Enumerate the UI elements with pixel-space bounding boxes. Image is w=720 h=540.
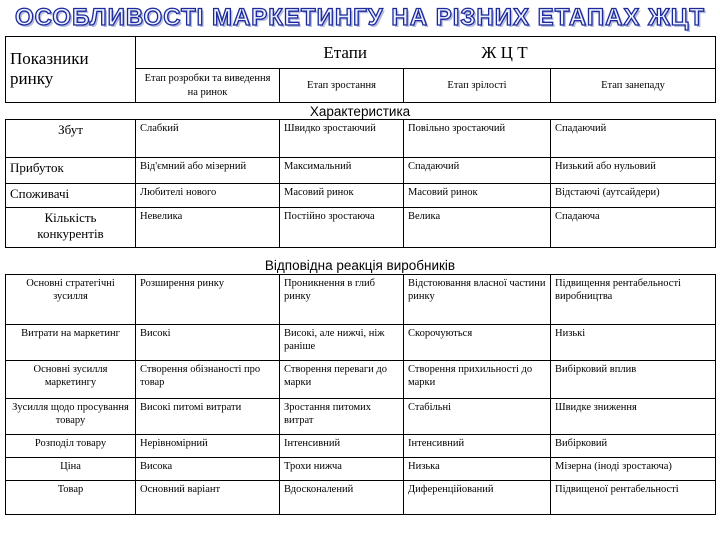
table-cell: Від'ємний або мізерний bbox=[136, 158, 280, 184]
table-row bbox=[6, 458, 716, 481]
table-cell: Підвищеної рентабельності bbox=[551, 481, 716, 515]
table-cell: Масовий ринок bbox=[280, 184, 404, 208]
table-cell: Високі bbox=[136, 325, 280, 361]
table-cell: Масовий ринок bbox=[404, 184, 551, 208]
stages-label: Етапи bbox=[323, 42, 367, 62]
table-row bbox=[6, 325, 716, 361]
table-row bbox=[6, 208, 716, 248]
table-cell: Спадаюча bbox=[551, 208, 716, 248]
table-cell: Відстоювання власної частини ринку bbox=[404, 275, 551, 325]
table-cell: Невелика bbox=[136, 208, 280, 248]
table-cell: Вдосконалений bbox=[280, 481, 404, 515]
table-cell: Низька bbox=[404, 458, 551, 481]
row-label: Витрати на маркетинг bbox=[6, 325, 136, 361]
table-cell: Підвищення рентабельності виробництва bbox=[551, 275, 716, 325]
header-table bbox=[5, 36, 716, 103]
row-label: Прибуток bbox=[6, 158, 136, 184]
table-cell: Високі, але нижчі, ніж раніше bbox=[280, 325, 404, 361]
row-label: Основні стратегічні зусилля bbox=[6, 275, 136, 325]
row-label: Споживачі bbox=[6, 184, 136, 208]
table-cell: Нерівномірний bbox=[136, 435, 280, 458]
table-row bbox=[6, 435, 716, 458]
table-row bbox=[6, 184, 716, 208]
table-cell: Мізерна (іноді зростаюча) bbox=[551, 458, 716, 481]
table-cell: Максимальний bbox=[280, 158, 404, 184]
row-label: Ціна bbox=[6, 458, 136, 481]
table-cell: Створення обізнаності про товар bbox=[136, 361, 280, 399]
row-label: Зусилля щодо просування товару bbox=[6, 399, 136, 435]
table-row bbox=[6, 158, 716, 184]
table-row bbox=[6, 275, 716, 325]
table-cell: Вибірковий вплив bbox=[551, 361, 716, 399]
table-cell: Розширення ринку bbox=[136, 275, 280, 325]
table-cell: Диференційований bbox=[404, 481, 551, 515]
table-cell: Спадаючий bbox=[404, 158, 551, 184]
table-cell: Основний варіант bbox=[136, 481, 280, 515]
stage-decline: Етап занепаду bbox=[551, 69, 716, 103]
table-cell: Відстаючі (аутсайдери) bbox=[551, 184, 716, 208]
table-cell: Стабільні bbox=[404, 399, 551, 435]
table-cell: Постійно зростаюча bbox=[280, 208, 404, 248]
table-cell: Створення прихильності до марки bbox=[404, 361, 551, 399]
zhct-label: Ж Ц Т bbox=[481, 42, 528, 62]
section-characteristics: Характеристика bbox=[309, 104, 411, 119]
table-cell: Проникнення в глиб ринку bbox=[280, 275, 404, 325]
table-cell: Створення переваги до марки bbox=[280, 361, 404, 399]
table-cell: Повільно зростаючий bbox=[404, 120, 551, 158]
indicators-header: Показники ринку bbox=[6, 37, 136, 103]
stage-growth: Етап зростання bbox=[280, 69, 404, 103]
table-cell: Слабкий bbox=[136, 120, 280, 158]
page-title: ОСОБЛИВОСТІ МАРКЕТИНГУ НА РІЗНИХ ЕТАПАХ ЖЦТ bbox=[15, 4, 705, 31]
row-label: Збут bbox=[6, 120, 136, 158]
table-cell: Інтенсивний bbox=[404, 435, 551, 458]
table-cell: Вибірковий bbox=[551, 435, 716, 458]
table-cell: Низький або нульовий bbox=[551, 158, 716, 184]
table-cell: Скорочуються bbox=[404, 325, 551, 361]
table-cell: Швидке зниження bbox=[551, 399, 716, 435]
stage-maturity: Етап зрілості bbox=[404, 69, 551, 103]
table-cell: Інтенсивний bbox=[280, 435, 404, 458]
response-table bbox=[5, 274, 716, 515]
stage-intro: Етап розробки та виведення на ринок bbox=[136, 69, 280, 103]
table-row bbox=[6, 361, 716, 399]
table-cell: Велика bbox=[404, 208, 551, 248]
table-cell: Спадаючий bbox=[551, 120, 716, 158]
row-label: Основні зусилля маркетингу bbox=[6, 361, 136, 399]
characteristics-table bbox=[5, 119, 716, 248]
row-label: Товар bbox=[6, 481, 136, 515]
row-label: Розподіл товару bbox=[6, 435, 136, 458]
table-row bbox=[6, 399, 716, 435]
stages-header bbox=[136, 37, 716, 69]
table-cell: Трохи нижча bbox=[280, 458, 404, 481]
table-row bbox=[6, 120, 716, 158]
table-cell: Любителі нового bbox=[136, 184, 280, 208]
table-cell: Низькі bbox=[551, 325, 716, 361]
table-cell: Швидко зростаючий bbox=[280, 120, 404, 158]
row-label: Кількість конкурентів bbox=[6, 208, 136, 248]
table-cell: Висока bbox=[136, 458, 280, 481]
table-cell: Високі питомі витрати bbox=[136, 399, 280, 435]
table-cell: Зростання питомих витрат bbox=[280, 399, 404, 435]
section-response: Відповідна реакція виробників bbox=[264, 258, 456, 273]
table-row bbox=[6, 481, 716, 515]
